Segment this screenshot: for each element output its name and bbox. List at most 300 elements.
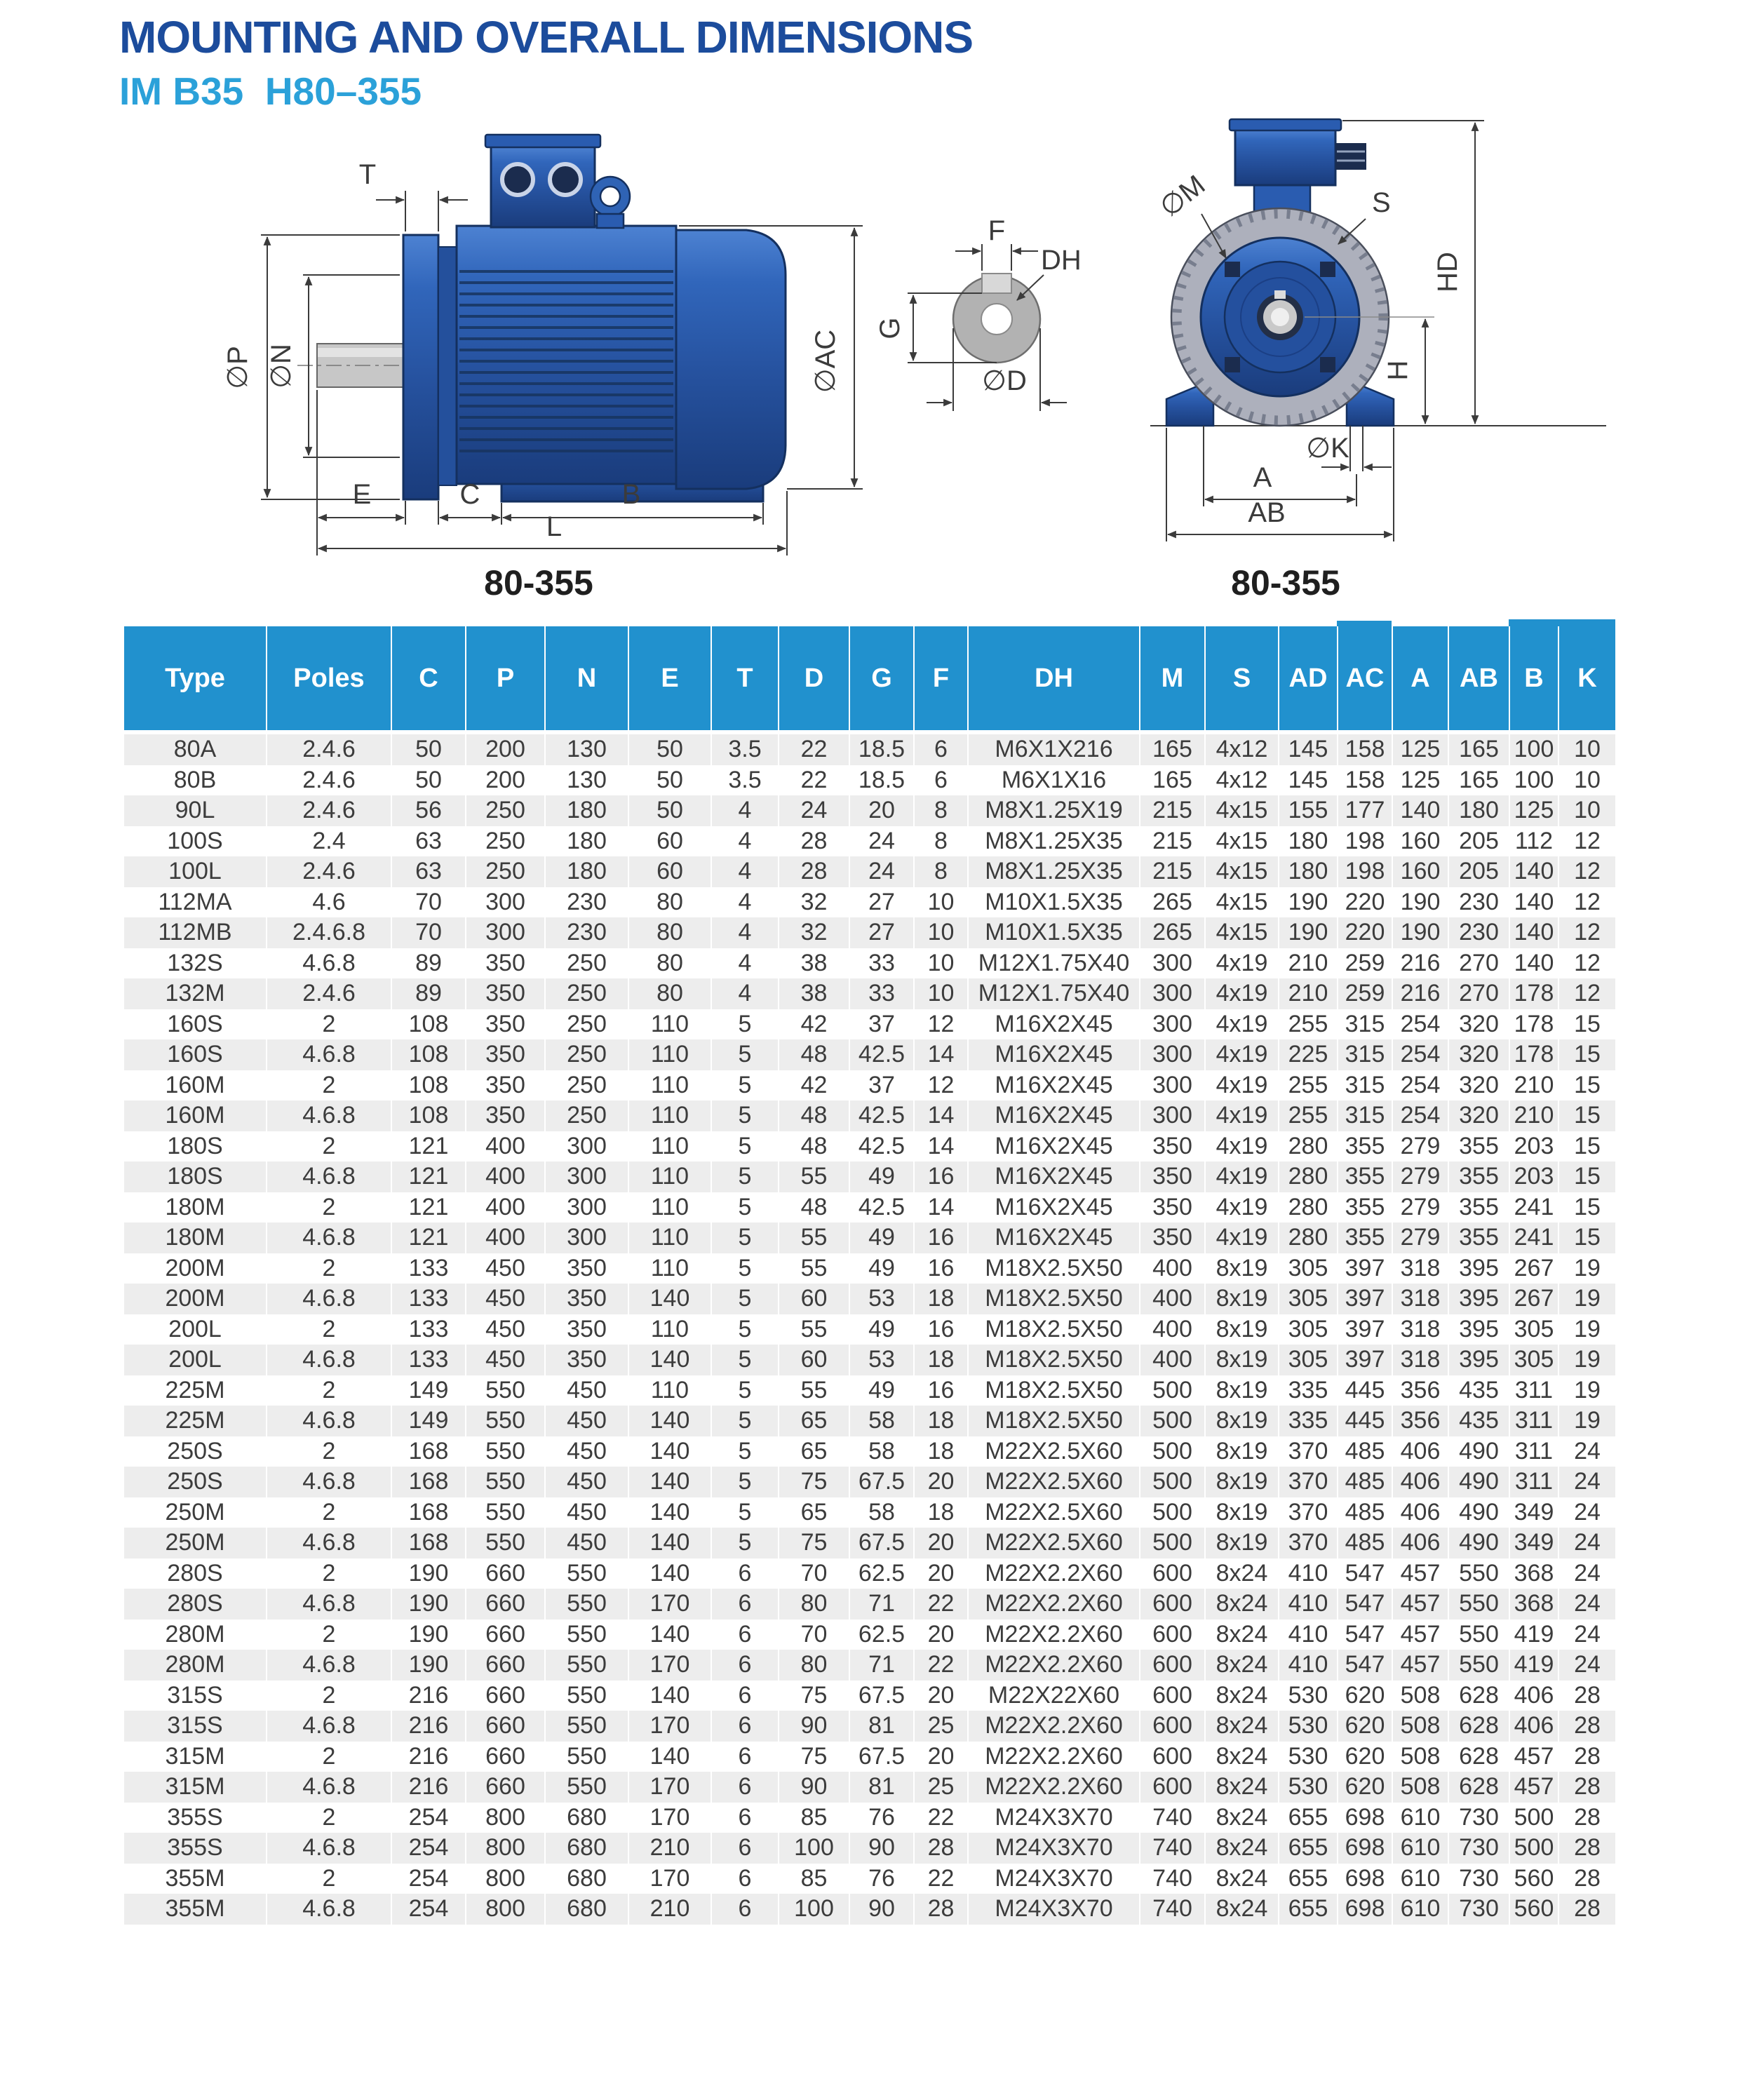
table-cell: M12X1.75X40 xyxy=(967,978,1139,1009)
table-cell: 38 xyxy=(778,978,849,1009)
table-cell: 160M xyxy=(124,1070,266,1101)
table-cell: 490 xyxy=(1448,1467,1509,1497)
table-cell: 37 xyxy=(849,1009,913,1040)
table-cell: 24 xyxy=(1558,1467,1615,1497)
table-cell: 350 xyxy=(1139,1223,1204,1253)
table-cell: 397 xyxy=(1337,1253,1392,1284)
table-cell: 4 xyxy=(711,948,778,979)
table-row xyxy=(124,917,1615,948)
table-cell: 406 xyxy=(1392,1467,1448,1497)
table-cell: 698 xyxy=(1337,1894,1392,1925)
table-cell: 305 xyxy=(1278,1314,1337,1345)
table-cell: 547 xyxy=(1337,1558,1392,1589)
dim-label-H: H xyxy=(1382,360,1413,381)
table-cell: 5 xyxy=(711,1528,778,1558)
column-header-n: N xyxy=(544,626,628,734)
table-cell: M18X2.5X50 xyxy=(967,1345,1139,1375)
table-cell: 355M xyxy=(124,1894,266,1925)
table-cell: 20 xyxy=(913,1620,967,1650)
table-cell: 190 xyxy=(1392,887,1448,918)
table-cell: 355 xyxy=(1337,1161,1392,1192)
table-cell: 8x19 xyxy=(1204,1375,1278,1406)
table-cell: 80 xyxy=(778,1650,849,1681)
table-cell: 12 xyxy=(913,1070,967,1101)
table-cell: 350 xyxy=(1139,1131,1204,1162)
table-cell: 315S xyxy=(124,1681,266,1711)
table-cell: 76 xyxy=(849,1803,913,1833)
table-cell: 350 xyxy=(465,978,544,1009)
table-cell: 25 xyxy=(913,1711,967,1742)
table-cell: 300 xyxy=(465,917,544,948)
table-cell: 28 xyxy=(1558,1894,1615,1925)
table-cell: 50 xyxy=(628,795,711,826)
table-cell: 457 xyxy=(1392,1589,1448,1620)
table-cell: 2.4.6 xyxy=(266,978,391,1009)
table-row xyxy=(124,1009,1615,1040)
table-cell: 355 xyxy=(1448,1192,1509,1223)
table-cell: 140 xyxy=(628,1742,711,1772)
table-row xyxy=(124,887,1615,918)
table-cell: 58 xyxy=(849,1497,913,1528)
eyebolt-outline-inner xyxy=(600,187,620,206)
table-cell: 550 xyxy=(544,1589,628,1620)
table-cell: 350 xyxy=(465,1009,544,1040)
table-cell: 395 xyxy=(1448,1253,1509,1284)
table-cell: 62.5 xyxy=(849,1558,913,1589)
table-cell: 280S xyxy=(124,1589,266,1620)
table-cell: 315 xyxy=(1337,1009,1392,1040)
column-header-e: E xyxy=(628,626,711,734)
table-cell: 70 xyxy=(391,917,465,948)
table-cell: 350 xyxy=(544,1314,628,1345)
table-cell: M22X2.2X60 xyxy=(967,1711,1139,1742)
table-cell: 241 xyxy=(1509,1223,1558,1253)
table-cell: 4.6.8 xyxy=(266,948,391,979)
table-cell: 85 xyxy=(778,1803,849,1833)
table-cell: 49 xyxy=(849,1314,913,1345)
table-cell: 81 xyxy=(849,1711,913,1742)
table-cell: 200M xyxy=(124,1253,266,1284)
table-cell: 305 xyxy=(1509,1345,1558,1375)
table-cell: 530 xyxy=(1278,1772,1337,1803)
table-cell: 110 xyxy=(628,1070,711,1101)
table-cell: 10 xyxy=(1558,795,1615,826)
table-cell: 160S xyxy=(124,1039,266,1070)
table-cell: 280M xyxy=(124,1620,266,1650)
shaft-center-hole xyxy=(981,304,1012,335)
table-cell: 600 xyxy=(1139,1620,1204,1650)
fan-cover xyxy=(676,230,786,489)
table-cell: 60 xyxy=(778,1345,849,1375)
eyebolt-base xyxy=(597,214,624,228)
table-cell: 67.5 xyxy=(849,1467,913,1497)
table-cell: 165 xyxy=(1139,765,1204,796)
table-cell: 24 xyxy=(1558,1436,1615,1467)
table-cell: 550 xyxy=(544,1742,628,1772)
table-cell: 4 xyxy=(711,887,778,918)
table-cell: 140 xyxy=(628,1497,711,1528)
table-cell: 110 xyxy=(628,1009,711,1040)
table-cell: 370 xyxy=(1278,1528,1337,1558)
table-cell: 33 xyxy=(849,948,913,979)
table-row xyxy=(124,1070,1615,1101)
table-cell: 280 xyxy=(1278,1161,1337,1192)
table-cell: 300 xyxy=(544,1192,628,1223)
table-cell: 265 xyxy=(1139,887,1204,918)
table-cell: 255 xyxy=(1278,1100,1337,1131)
table-cell: 80B xyxy=(124,765,266,796)
table-cell: 60 xyxy=(628,856,711,887)
table-cell: M16X2X45 xyxy=(967,1223,1139,1253)
table-cell: 180M xyxy=(124,1223,266,1253)
table-cell: 500 xyxy=(1139,1375,1204,1406)
table-cell: 600 xyxy=(1139,1589,1204,1620)
table-cell: 560 xyxy=(1509,1864,1558,1894)
table-cell: 730 xyxy=(1448,1894,1509,1925)
table-cell: 20 xyxy=(913,1742,967,1772)
table-cell: 450 xyxy=(544,1528,628,1558)
table-cell: 698 xyxy=(1337,1833,1392,1864)
table-cell: 250 xyxy=(544,1100,628,1131)
table-row xyxy=(124,1436,1615,1467)
table-cell: 121 xyxy=(391,1223,465,1253)
table-cell: 800 xyxy=(465,1894,544,1925)
table-row xyxy=(124,948,1615,979)
table-cell: 42.5 xyxy=(849,1131,913,1162)
table-cell: 140 xyxy=(628,1406,711,1436)
table-cell: 508 xyxy=(1392,1742,1448,1772)
table-cell: 108 xyxy=(391,1009,465,1040)
table-cell: 279 xyxy=(1392,1223,1448,1253)
table-cell: 149 xyxy=(391,1406,465,1436)
table-cell: 12 xyxy=(1558,826,1615,857)
table-cell: 6 xyxy=(711,1589,778,1620)
table-cell: 215 xyxy=(1139,856,1204,887)
table-cell: 216 xyxy=(1392,948,1448,979)
table-cell: 356 xyxy=(1392,1375,1448,1406)
table-cell: 10 xyxy=(1558,734,1615,765)
table-cell: 400 xyxy=(465,1223,544,1253)
table-cell: 110 xyxy=(628,1375,711,1406)
table-cell: 108 xyxy=(391,1100,465,1131)
table-cell: 318 xyxy=(1392,1253,1448,1284)
table-cell: 3.5 xyxy=(711,765,778,796)
table-cell: 158 xyxy=(1337,765,1392,796)
table-cell: 500 xyxy=(1509,1833,1558,1864)
table-cell: 14 xyxy=(913,1192,967,1223)
table-cell: 55 xyxy=(778,1161,849,1192)
table-cell: 22 xyxy=(913,1650,967,1681)
table-cell: 280 xyxy=(1278,1131,1337,1162)
table-cell: 4x19 xyxy=(1204,948,1278,979)
table-cell: 550 xyxy=(544,1772,628,1803)
table-cell: 133 xyxy=(391,1345,465,1375)
table-cell: 5 xyxy=(711,1253,778,1284)
table-cell: 435 xyxy=(1448,1406,1509,1436)
table-row xyxy=(124,1100,1615,1131)
table-cell: 8x19 xyxy=(1204,1406,1278,1436)
table-cell: 24 xyxy=(1558,1558,1615,1589)
table-cell: 259 xyxy=(1337,948,1392,979)
table-cell: M24X3X70 xyxy=(967,1894,1139,1925)
table-cell: 355 xyxy=(1448,1223,1509,1253)
table-cell: 2 xyxy=(266,1131,391,1162)
table-cell: 230 xyxy=(1448,887,1509,918)
table-cell: 315M xyxy=(124,1772,266,1803)
table-cell: 4x15 xyxy=(1204,795,1278,826)
dim-label-D: ∅D xyxy=(982,365,1027,396)
table-cell: 5 xyxy=(711,1192,778,1223)
table-cell: 5 xyxy=(711,1161,778,1192)
table-cell: 450 xyxy=(465,1314,544,1345)
table-cell: 100L xyxy=(124,856,266,887)
table-cell: 145 xyxy=(1278,765,1337,796)
table-cell: 370 xyxy=(1278,1436,1337,1467)
table-cell: 2 xyxy=(266,1497,391,1528)
table-cell: 800 xyxy=(465,1833,544,1864)
table-cell: 178 xyxy=(1509,1039,1558,1070)
table-cell: 740 xyxy=(1139,1833,1204,1864)
table-cell: 2.4.6.8 xyxy=(266,917,391,948)
table-cell: 4.6.8 xyxy=(266,1284,391,1314)
table-row xyxy=(124,1528,1615,1558)
table-cell: 4x12 xyxy=(1204,734,1278,765)
table-cell: 210 xyxy=(628,1894,711,1925)
table-cell: 4.6.8 xyxy=(266,1528,391,1558)
table-cell: 70 xyxy=(391,887,465,918)
table-cell: 15 xyxy=(1558,1100,1615,1131)
table-cell: 20 xyxy=(849,795,913,826)
table-cell: 90L xyxy=(124,795,266,826)
table-cell: 355 xyxy=(1448,1131,1509,1162)
table-cell: 210 xyxy=(1509,1070,1558,1101)
table-cell: 250 xyxy=(465,856,544,887)
table-row xyxy=(124,1711,1615,1742)
table-cell: 550 xyxy=(1448,1558,1509,1589)
table-cell: 140 xyxy=(1509,917,1558,948)
table-cell: 110 xyxy=(628,1314,711,1345)
table-cell: 410 xyxy=(1278,1558,1337,1589)
table-cell: 259 xyxy=(1337,978,1392,1009)
table-cell: 620 xyxy=(1337,1772,1392,1803)
table-cell: 28 xyxy=(1558,1803,1615,1833)
table-cell: 4x19 xyxy=(1204,1009,1278,1040)
table-cell: 168 xyxy=(391,1436,465,1467)
table-cell: 2 xyxy=(266,1253,391,1284)
table-cell: 8x24 xyxy=(1204,1894,1278,1925)
table-cell: 8x19 xyxy=(1204,1467,1278,1497)
table-cell: M22X2.2X60 xyxy=(967,1742,1139,1772)
table-cell: 180 xyxy=(1448,795,1509,826)
column-header-b: B xyxy=(1509,626,1558,734)
table-cell: 550 xyxy=(465,1497,544,1528)
table-cell: 100 xyxy=(1509,765,1558,796)
table-cell: 230 xyxy=(544,917,628,948)
table-cell: 406 xyxy=(1509,1681,1558,1711)
table-cell: 170 xyxy=(628,1772,711,1803)
table-cell: 140 xyxy=(628,1284,711,1314)
table-cell: 160S xyxy=(124,1009,266,1040)
table-cell: 4.6 xyxy=(266,887,391,918)
table-cell: 85 xyxy=(778,1864,849,1894)
table-cell: 547 xyxy=(1337,1589,1392,1620)
table-cell: M8X1.25X35 xyxy=(967,856,1139,887)
table-cell: 368 xyxy=(1509,1589,1558,1620)
table-cell: 350 xyxy=(465,1070,544,1101)
table-cell: 132M xyxy=(124,978,266,1009)
table-cell: 110 xyxy=(628,1100,711,1131)
table-cell: 42.5 xyxy=(849,1100,913,1131)
flange-bolt-hole xyxy=(1320,357,1335,372)
table-cell: 4.6.8 xyxy=(266,1039,391,1070)
table-cell: 180 xyxy=(544,826,628,857)
table-cell: 400 xyxy=(1139,1314,1204,1345)
table-row xyxy=(124,1772,1615,1803)
table-cell: 28 xyxy=(1558,1742,1615,1772)
table-cell: 170 xyxy=(628,1650,711,1681)
table-cell: 5 xyxy=(711,1100,778,1131)
dim-label-N: ∅N xyxy=(266,344,297,389)
table-cell: 8x24 xyxy=(1204,1864,1278,1894)
table-cell: 8x24 xyxy=(1204,1803,1278,1833)
table-cell: 24 xyxy=(1558,1589,1615,1620)
table-cell: 168 xyxy=(391,1528,465,1558)
table-cell: 210 xyxy=(1509,1100,1558,1131)
table-cell: 368 xyxy=(1509,1558,1558,1589)
table-cell: 300 xyxy=(1139,1039,1204,1070)
table-cell: 63 xyxy=(391,856,465,887)
table-cell: 140 xyxy=(628,1467,711,1497)
table-cell: 18.5 xyxy=(849,734,913,765)
table-cell: 133 xyxy=(391,1253,465,1284)
table-cell: M22X2.2X60 xyxy=(967,1772,1139,1803)
table-cell: 145 xyxy=(1278,734,1337,765)
table-cell: 70 xyxy=(778,1558,849,1589)
column-header-ab: AB xyxy=(1448,626,1509,734)
table-cell: 220 xyxy=(1337,887,1392,918)
table-cell: 180S xyxy=(124,1131,266,1162)
table-cell: 740 xyxy=(1139,1864,1204,1894)
table-cell: 65 xyxy=(778,1497,849,1528)
table-cell: 265 xyxy=(1139,917,1204,948)
dim-label-T: T xyxy=(358,159,377,190)
table-cell: 90 xyxy=(849,1894,913,1925)
column-header-m: M xyxy=(1139,626,1204,734)
table-cell: 15 xyxy=(1558,1009,1615,1040)
table-cell: 2 xyxy=(266,1436,391,1467)
table-cell: 140 xyxy=(628,1558,711,1589)
table-cell: 550 xyxy=(544,1620,628,1650)
table-row xyxy=(124,978,1615,1009)
table-cell: 730 xyxy=(1448,1803,1509,1833)
table-cell: 628 xyxy=(1448,1742,1509,1772)
table-cell: M10X1.5X35 xyxy=(967,917,1139,948)
table-cell: 19 xyxy=(1558,1345,1615,1375)
column-header-d: D xyxy=(778,626,849,734)
table-cell: 110 xyxy=(628,1223,711,1253)
table-cell: 180 xyxy=(1278,826,1337,857)
table-cell: 80 xyxy=(628,917,711,948)
table-row xyxy=(124,1681,1615,1711)
table-cell: 400 xyxy=(465,1131,544,1162)
table-cell: 508 xyxy=(1392,1681,1448,1711)
table-cell: 2 xyxy=(266,1192,391,1223)
table-cell: 10 xyxy=(913,978,967,1009)
table-row xyxy=(124,1650,1615,1681)
table-cell: 38 xyxy=(778,948,849,979)
table-cell: 6 xyxy=(711,1681,778,1711)
table-cell: 4.6.8 xyxy=(266,1467,391,1497)
table-row xyxy=(124,765,1615,796)
table-cell: 203 xyxy=(1509,1131,1558,1162)
table-cell: 305 xyxy=(1278,1284,1337,1314)
table-cell: 160 xyxy=(1392,826,1448,857)
table-cell: 397 xyxy=(1337,1284,1392,1314)
table-cell: 628 xyxy=(1448,1681,1509,1711)
table-cell: 60 xyxy=(628,826,711,857)
table-cell: 90 xyxy=(778,1772,849,1803)
table-cell: 450 xyxy=(544,1467,628,1497)
table-cell: 660 xyxy=(465,1681,544,1711)
table-cell: 370 xyxy=(1278,1497,1337,1528)
table-cell: 355M xyxy=(124,1864,266,1894)
table-cell: 8x24 xyxy=(1204,1589,1278,1620)
table-cell: 89 xyxy=(391,948,465,979)
table-cell: 14 xyxy=(913,1100,967,1131)
table-cell: 60 xyxy=(778,1284,849,1314)
table-cell: 22 xyxy=(913,1803,967,1833)
dimensions-table xyxy=(124,626,1615,1925)
table-cell: 5 xyxy=(711,1223,778,1253)
table-cell: 210 xyxy=(1278,978,1337,1009)
table-cell: 550 xyxy=(544,1558,628,1589)
table-cell: 600 xyxy=(1139,1772,1204,1803)
table-cell: 250S xyxy=(124,1467,266,1497)
table-cell: 4x19 xyxy=(1204,1223,1278,1253)
table-cell: 318 xyxy=(1392,1314,1448,1345)
table-cell: 8 xyxy=(913,795,967,826)
table-cell: 12 xyxy=(1558,948,1615,979)
table-cell: 125 xyxy=(1392,765,1448,796)
table-cell: 300 xyxy=(1139,1100,1204,1131)
table-cell: 6 xyxy=(711,1620,778,1650)
table-cell: 680 xyxy=(544,1864,628,1894)
table-cell: 178 xyxy=(1509,1009,1558,1040)
table-cell: 81 xyxy=(849,1772,913,1803)
table-cell: 397 xyxy=(1337,1314,1392,1345)
table-cell: 655 xyxy=(1278,1803,1337,1833)
table-cell: 15 xyxy=(1558,1161,1615,1192)
table-cell: 65 xyxy=(778,1406,849,1436)
dim-label-HD: HD xyxy=(1432,252,1463,292)
table-cell: 355S xyxy=(124,1833,266,1864)
table-cell: 500 xyxy=(1139,1436,1204,1467)
table-cell: 230 xyxy=(544,887,628,918)
table-cell: M22X2.5X60 xyxy=(967,1467,1139,1497)
table-cell: 250S xyxy=(124,1436,266,1467)
table-cell: 12 xyxy=(1558,887,1615,918)
table-cell: 24 xyxy=(1558,1497,1615,1528)
dim-label-M: ∅M xyxy=(1154,169,1211,224)
table-cell: 24 xyxy=(1558,1620,1615,1650)
table-cell: 250 xyxy=(465,826,544,857)
table-cell: 5 xyxy=(711,1314,778,1345)
table-cell: 198 xyxy=(1337,856,1392,887)
table-row xyxy=(124,1345,1615,1375)
column-header-t: T xyxy=(711,626,778,734)
table-cell: 100 xyxy=(778,1833,849,1864)
table-cell: 22 xyxy=(778,734,849,765)
